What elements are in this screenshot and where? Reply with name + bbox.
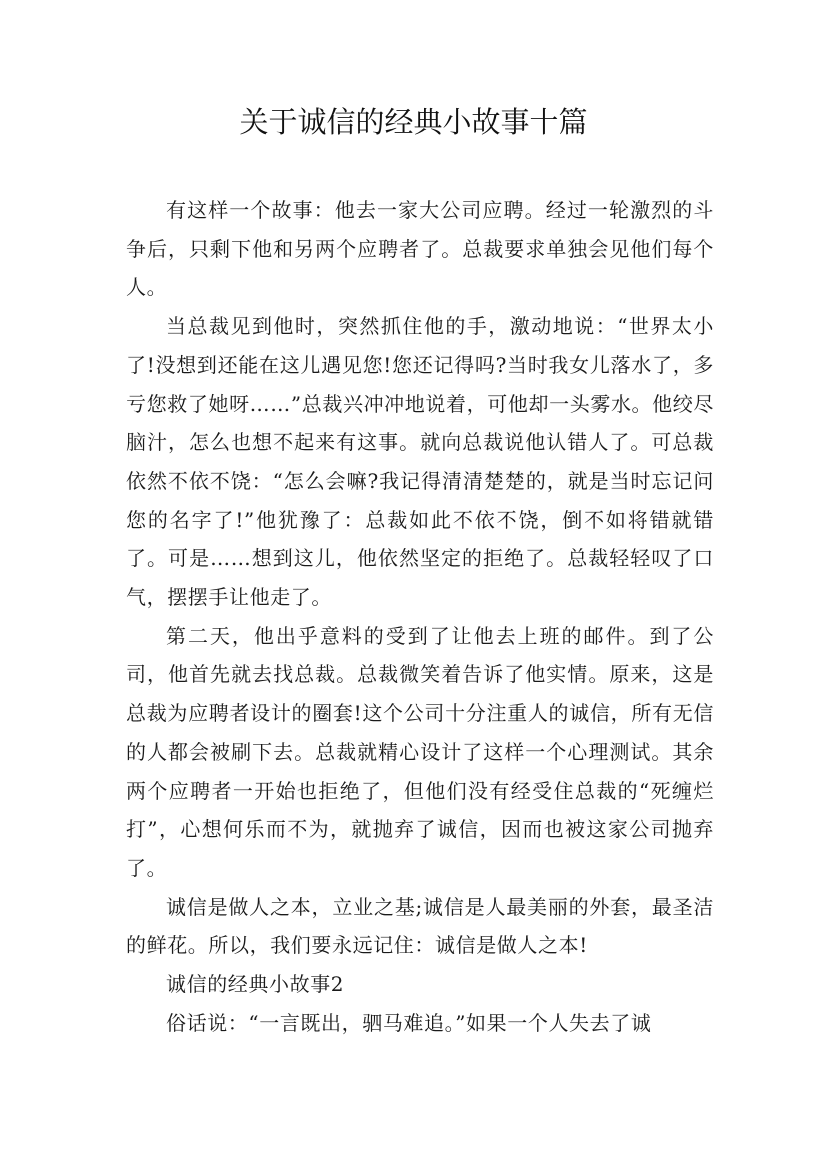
paragraph-3: 第二天，他出乎意料的受到了让他去上班的邮件。到了公司，他首先就去找总裁。总裁微笑着告诉了他实情。原来，这是总裁为应聘者设计的圈套!这个公司十分注重人的诚信，所有无信的人都会被刷下去。总裁就精心设计了这样一个心理测试。其余两个应聘者一开始也拒绝了，但他们没有经受住总裁的“死缠烂打”，心想何乐而不为，就抛弃了诚信，因而也被这家公司抛弃了。: [126, 623, 714, 880]
paragraph-5: 俗话说：“一言既出，驷马难追。”如果一个人失去了诚: [166, 1010, 652, 1035]
document-body: [126, 191, 714, 1042]
document-title: 关于诚信的经典小故事十篇: [239, 105, 588, 139]
paragraph-1: 有这样一个故事：他去一家大公司应聘。经过一轮激烈的斗争后，只剩下他和另两个应聘者了。总裁要求单独会见他们每个人。: [126, 198, 714, 300]
paragraph-4: 诚信是做人之本，立业之基;诚信是人最美丽的外套，最圣洁的鲜花。所以，我们要永远记住：诚信是做人之本!: [126, 894, 714, 958]
section-heading: 诚信的经典小故事2: [166, 972, 345, 997]
paragraph-2: 当总裁见到他时，突然抓住他的手，激动地说：“世界太小了!没想到还能在这儿遇见您!您还记得吗?当时我女儿落水了，多亏您救了她呀……”总裁兴冲冲地说着，可他却一头雾水。他绞尽脑汁，怎么也想不起来有这事。就向总裁说他认错人了。可总裁依然不依不饶：“怎么会嘛?我记得清清楚楚的，就是当时忘记问您的名字了!”他犹豫了：总裁如此不依不饶，倒不如将错就错了。可是……想到这儿，他依然坚定的拒绝了。总裁轻轻叹了口气，摆摆手让他走了。: [126, 314, 714, 610]
